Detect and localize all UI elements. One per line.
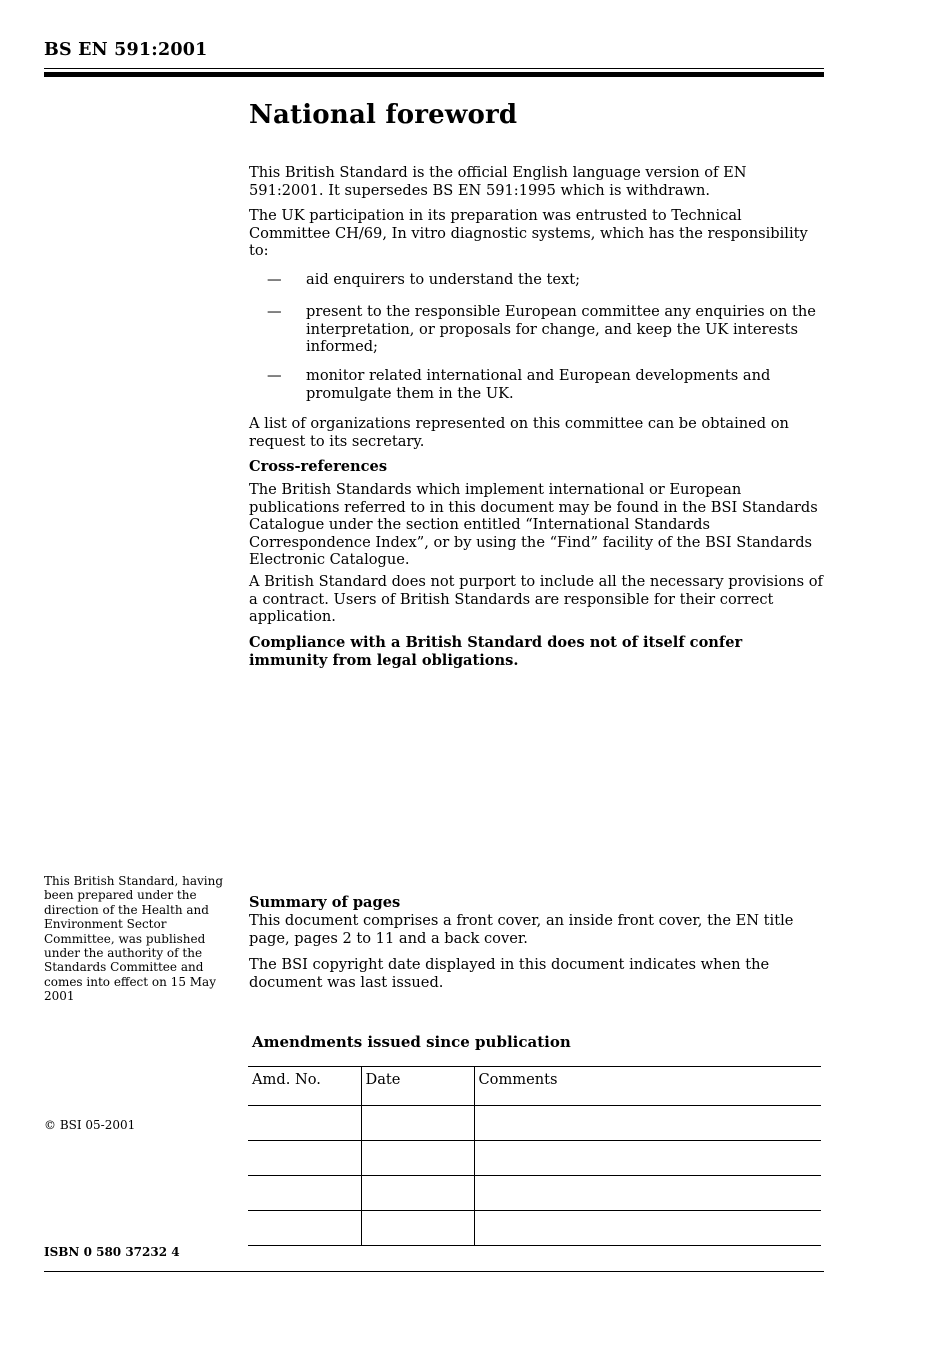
table-cell xyxy=(361,1176,474,1211)
bullet-text: present to the responsible European committee any enquiries on the interpretation, or proposals for change, and keep the UK interests informed; xyxy=(306,303,816,356)
page-title: National foreword xyxy=(249,100,518,130)
committee-list-note: A list of organizations represented on this committee can be obtained on request to its secretary. xyxy=(249,415,789,450)
bullet-dash: — xyxy=(267,303,282,320)
bullet-item xyxy=(267,271,827,289)
table-cell xyxy=(361,1141,474,1176)
table-row xyxy=(248,1211,821,1246)
table-cell xyxy=(248,1211,361,1246)
table-row xyxy=(248,1176,821,1211)
header-rule-thick xyxy=(44,72,824,77)
table-header-row xyxy=(248,1067,821,1106)
cross-references-heading: Cross-references xyxy=(249,458,388,475)
bullet-dash: — xyxy=(267,271,282,288)
bullet-item xyxy=(267,303,823,356)
intro-paragraph-1: This British Standard is the official English language version of EN 591:2001. It supersedes BS EN 591:1995 which is withdrawn. xyxy=(249,164,747,199)
publication-note: This British Standard, having been prepared under the direction of the Health and Environment Sector Committee, was published under the authority of the Standards Committee and comes into effect on 15 May 2001 xyxy=(44,874,224,1004)
cross-references-paragraph: The British Standards which implement international or European publications referred to in this document may be found in the BSI Standards Catalogue under the section entitled “International Standards Correspondence Index”, or by using the “Find” facility of the BSI Standards Electronic Catalogue. xyxy=(249,481,818,569)
provisions-paragraph: A British Standard does not purport to include all the necessary provisions of a contract. Users of British Standards are responsible for their correct application. xyxy=(249,573,823,626)
isbn: ISBN 0 580 37232 4 xyxy=(44,1245,180,1259)
intro-paragraph-2: The UK participation in its preparation was entrusted to Technical Committee CH/69, In vitro diagnostic systems, which has the responsibility to: xyxy=(249,207,808,260)
table-cell xyxy=(361,1211,474,1246)
table-cell xyxy=(248,1106,361,1141)
table-cell xyxy=(474,1176,821,1211)
document-code: BS EN 591:2001 xyxy=(44,40,208,60)
amendments-title: Amendments issued since publication xyxy=(252,1033,571,1051)
table-row xyxy=(248,1141,821,1176)
summary-paragraph-1: This document comprises a front cover, an inside front cover, the EN title page, pages 2 to 11 and a back cover. xyxy=(249,912,794,947)
footer-rule xyxy=(44,1271,824,1272)
copyright-notice: © BSI 05-2001 xyxy=(44,1118,136,1132)
bullet-text: monitor related international and European developments and promulgate them in the UK. xyxy=(306,367,771,402)
bullet-dash: — xyxy=(267,367,282,384)
column-header-comments: Comments xyxy=(474,1067,821,1106)
table-cell xyxy=(248,1141,361,1176)
compliance-statement: Compliance with a British Standard does not of itself confer immunity from legal obligations. xyxy=(249,634,743,669)
amendments-table xyxy=(248,1066,821,1246)
summary-heading: Summary of pages xyxy=(249,894,401,911)
table-cell xyxy=(474,1211,821,1246)
bullet-item xyxy=(267,367,797,402)
column-header-date: Date xyxy=(361,1067,474,1106)
table-cell xyxy=(474,1141,821,1176)
table-row xyxy=(248,1106,821,1141)
summary-paragraph-2: The BSI copyright date displayed in this document indicates when the document was last issued. xyxy=(249,956,770,991)
table-cell xyxy=(248,1176,361,1211)
table-cell xyxy=(361,1106,474,1141)
column-header-amd-no: Amd. No. xyxy=(248,1067,361,1106)
header-rule-thin xyxy=(44,68,824,69)
table-cell xyxy=(474,1106,821,1141)
bullet-text: aid enquirers to understand the text; xyxy=(306,271,581,288)
